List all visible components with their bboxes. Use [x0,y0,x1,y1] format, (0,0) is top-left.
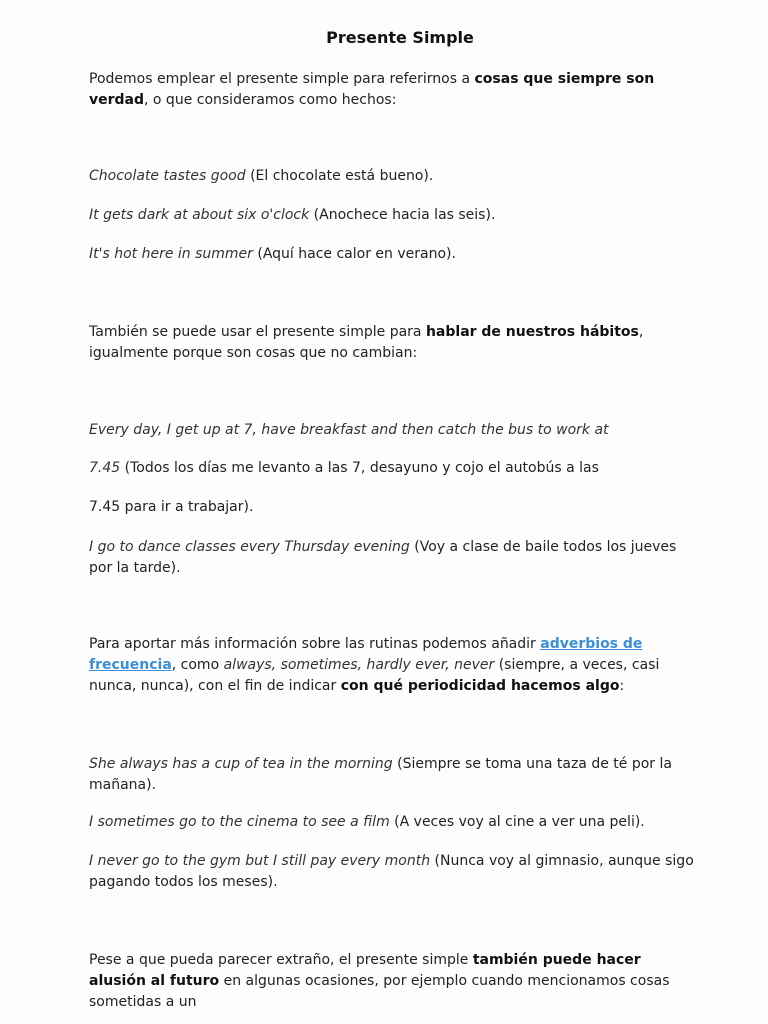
example-line [89,207,709,223]
text: , igualmente porque son cosas que no cambian: [89,324,644,361]
bold-text: también puede hacer alusión al futuro [89,952,641,989]
english-example: 7.45 [89,460,121,476]
link-adverbios-de[interactable]: adverbios de [540,636,643,652]
spanish-translation: (Siempre se toma una taza de té por la mañana). [89,756,672,793]
text: Pese a que pueda parecer extraño, el presente simple [89,952,473,968]
english-example: It gets dark at about six o'clock [89,207,310,223]
text: (siempre, a veces, casi nunca, nunca), con el fin de indicar [89,657,660,694]
example-line [89,754,699,796]
spanish-translation: (Voy a clase de baile todos los jueves por la tarde). [89,539,677,576]
page-title: Presente Simple [326,28,474,47]
bold-text: hablar de nuestros hábitos [425,324,639,340]
example-line [89,851,699,893]
spanish-translation: (A veces voy al cine a ver una peli). [389,814,645,830]
link-frecuencia[interactable]: frecuencia [89,657,172,673]
text: : [619,678,625,694]
example-line [89,422,709,438]
example-line [89,499,709,515]
example-line [89,246,709,262]
spanish-translation: (Anochece hacia las seis). [309,207,496,223]
text: , como [171,657,224,673]
english-example: I never go to the gym but I still pay every month [89,853,431,869]
example-line [89,814,709,830]
spanish-translation: 7.45 para ir a trabajar). [89,499,254,515]
english-example: She always has a cup of tea in the morning [89,756,393,772]
text: en algunas ocasiones, por ejemplo cuando mencionamos cosas sometidas a un [89,973,670,1010]
bold-text: con qué periodicidad hacemos algo [340,678,620,694]
spanish-translation: (El chocolate está bueno). [245,168,434,184]
spanish-translation: (Todos los días me levanto a las 7, desayuno y cojo el autobús a las [120,460,599,476]
english-example: Chocolate tastes good [89,168,246,184]
paragraph-future [89,950,699,1013]
example-line [89,460,709,476]
english-example: I go to dance classes every Thursday evening [89,539,410,555]
english-example: I sometimes go to the cinema to see a film [89,814,390,830]
paragraph-facts [89,69,699,111]
text: Podemos emplear el presente simple para referirnos a [89,71,475,87]
example-line [89,168,709,184]
text: También se puede usar el presente simple para [89,324,426,340]
spanish-translation: (Nunca voy al gimnasio, aunque sigo pagando todos los meses). [89,853,694,890]
paragraph-frequency [89,634,699,697]
text: , o que consideramos como hechos: [144,92,397,108]
spanish-translation: (Aquí hace calor en verano). [252,246,456,262]
english-example: It's hot here in summer [89,246,253,262]
italic-text: always, sometimes, hardly ever, never [223,657,495,673]
example-line [89,537,699,579]
text: Para aportar más información sobre las rutinas podemos añadir [89,636,541,652]
english-example: Every day, I get up at 7, have breakfast and then catch the bus to work at [89,422,609,438]
bold-text: cosas que siempre son verdad [89,71,655,108]
paragraph-habits [89,322,699,364]
